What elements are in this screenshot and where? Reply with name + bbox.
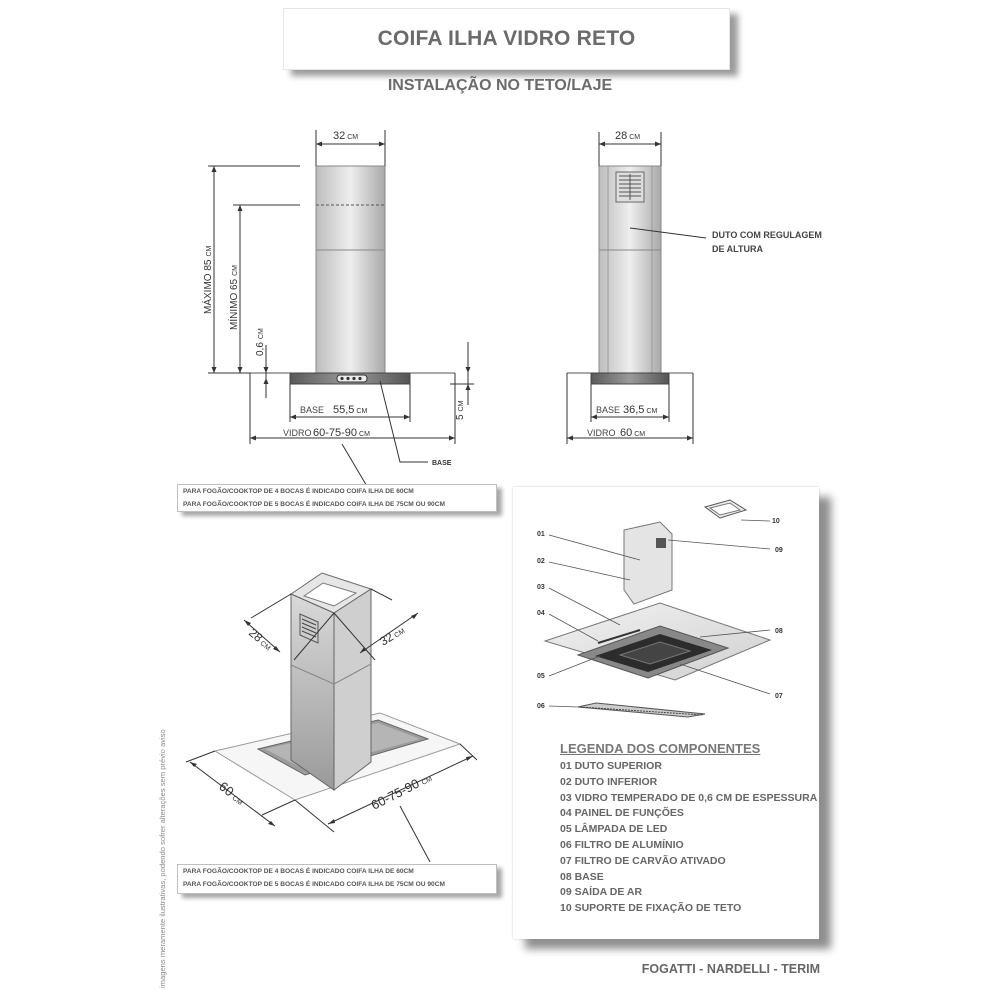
- max-height-label: MÁXIMO 85CM: [203, 245, 214, 314]
- callout-03: 03: [537, 584, 545, 591]
- height-5-label: 5CM: [455, 400, 466, 420]
- side-base-label: 36,5 CM: [623, 404, 658, 416]
- iso-dim-glass: 60-75-90CM: [368, 775, 434, 813]
- legend-list: [560, 759, 817, 917]
- note-top-line2: PARA FOGÃO/COOKTOP DE 5 BOCAS É INDICADO COIFA ILHA DE 75CM OU 90CM: [183, 501, 445, 508]
- min-height-label: MÍNIMO 65CM: [229, 264, 240, 330]
- base-callout: BASE: [432, 460, 452, 467]
- side-base: [591, 373, 669, 384]
- legend-item: 03 VIDRO TEMPERADO DE 0,6 CM DE ESPESSURA: [560, 791, 818, 804]
- note-box-bottom: [177, 864, 497, 894]
- side-glass-label: 60 CM: [620, 427, 646, 439]
- legend-item: 06 FILTRO DE ALUMÍNIO: [560, 838, 684, 851]
- disclaimer-note: imagens meramente ilustrativas, podendo sofrer alterações sem prévio aviso: [158, 729, 167, 988]
- legend-item: 02 DUTO INFERIOR: [560, 775, 658, 788]
- callout-01: 01: [537, 531, 545, 538]
- front-duct: [316, 166, 385, 373]
- legend-item: 08 BASE: [560, 870, 604, 883]
- callout-06: 06: [537, 703, 545, 710]
- exploded-duct: [624, 522, 672, 604]
- side-width-label: 28 CM: [615, 130, 641, 142]
- front-glass-label: 60-75-90 CM: [313, 427, 370, 439]
- front-width-label: 32 CM: [333, 130, 359, 142]
- legend-item: 05 LÂMPADA DE LED: [560, 823, 668, 836]
- side-view: [567, 130, 822, 444]
- iso-dim-60: 60CM: [216, 778, 244, 808]
- note-top-line1: PARA FOGÃO/COOKTOP DE 4 BOCAS É INDICADO COIFA ILHA DE 60CM: [183, 488, 414, 495]
- front-base-label: 55,5 CM: [333, 404, 368, 416]
- exploded-view: [513, 487, 819, 727]
- iso-dim-32: 32CM: [377, 627, 407, 649]
- side-glass-prefix: VIDRO: [587, 428, 616, 438]
- legend-item: 07 FILTRO DE CARVÃO ATIVADO: [560, 854, 726, 867]
- side-base-prefix: BASE: [596, 405, 621, 415]
- callout-07: 07: [775, 693, 783, 700]
- legend-item: 01 DUTO SUPERIOR: [560, 760, 662, 772]
- front-view: [201, 130, 474, 488]
- callout-05: 05: [537, 673, 545, 680]
- legend-title: LEGENDA DOS COMPONENTES: [560, 741, 761, 756]
- callout-04: 04: [537, 610, 545, 617]
- note-bottom-line2: PARA FOGÃO/COOKTOP DE 5 BOCAS É INDICADO COIFA ILHA DE 75CM OU 90CM: [183, 881, 445, 888]
- note-box-top: [177, 484, 497, 512]
- duct-callout-line2: DE ALTURA: [712, 244, 763, 254]
- legend-item: 09 SAÍDA DE AR: [560, 886, 643, 899]
- note-bottom-line1: PARA FOGÃO/COOKTOP DE 4 BOCAS É INDICADO COIFA ILHA DE 60CM: [183, 868, 414, 875]
- callout-02: 02: [537, 558, 545, 565]
- front-glass-prefix: VIDRO: [283, 428, 312, 438]
- iso-view: [186, 573, 477, 862]
- callout-10: 10: [772, 518, 780, 525]
- callout-08: 08: [775, 628, 783, 635]
- callout-09: 09: [775, 547, 783, 554]
- page-subtitle: INSTALAÇÃO NO TETO/LAJE: [387, 77, 613, 94]
- legend-item: 10 SUPORTE DE FIXAÇÃO DE TETO: [560, 902, 742, 915]
- iso-dim-28: 28CM: [246, 625, 272, 653]
- legend-item: 04 PAINEL DE FUNÇÕES: [560, 807, 684, 820]
- duct-callout-line1: DUTO COM REGULAGEM: [712, 230, 822, 240]
- glass-thickness-label: 0,6CM: [255, 328, 266, 356]
- front-base-prefix: BASE: [300, 405, 325, 415]
- brand-footer: FOGATTI - NARDELLI - TERIM: [641, 962, 820, 976]
- page-title: COIFA ILHA VIDRO RETO: [377, 27, 636, 50]
